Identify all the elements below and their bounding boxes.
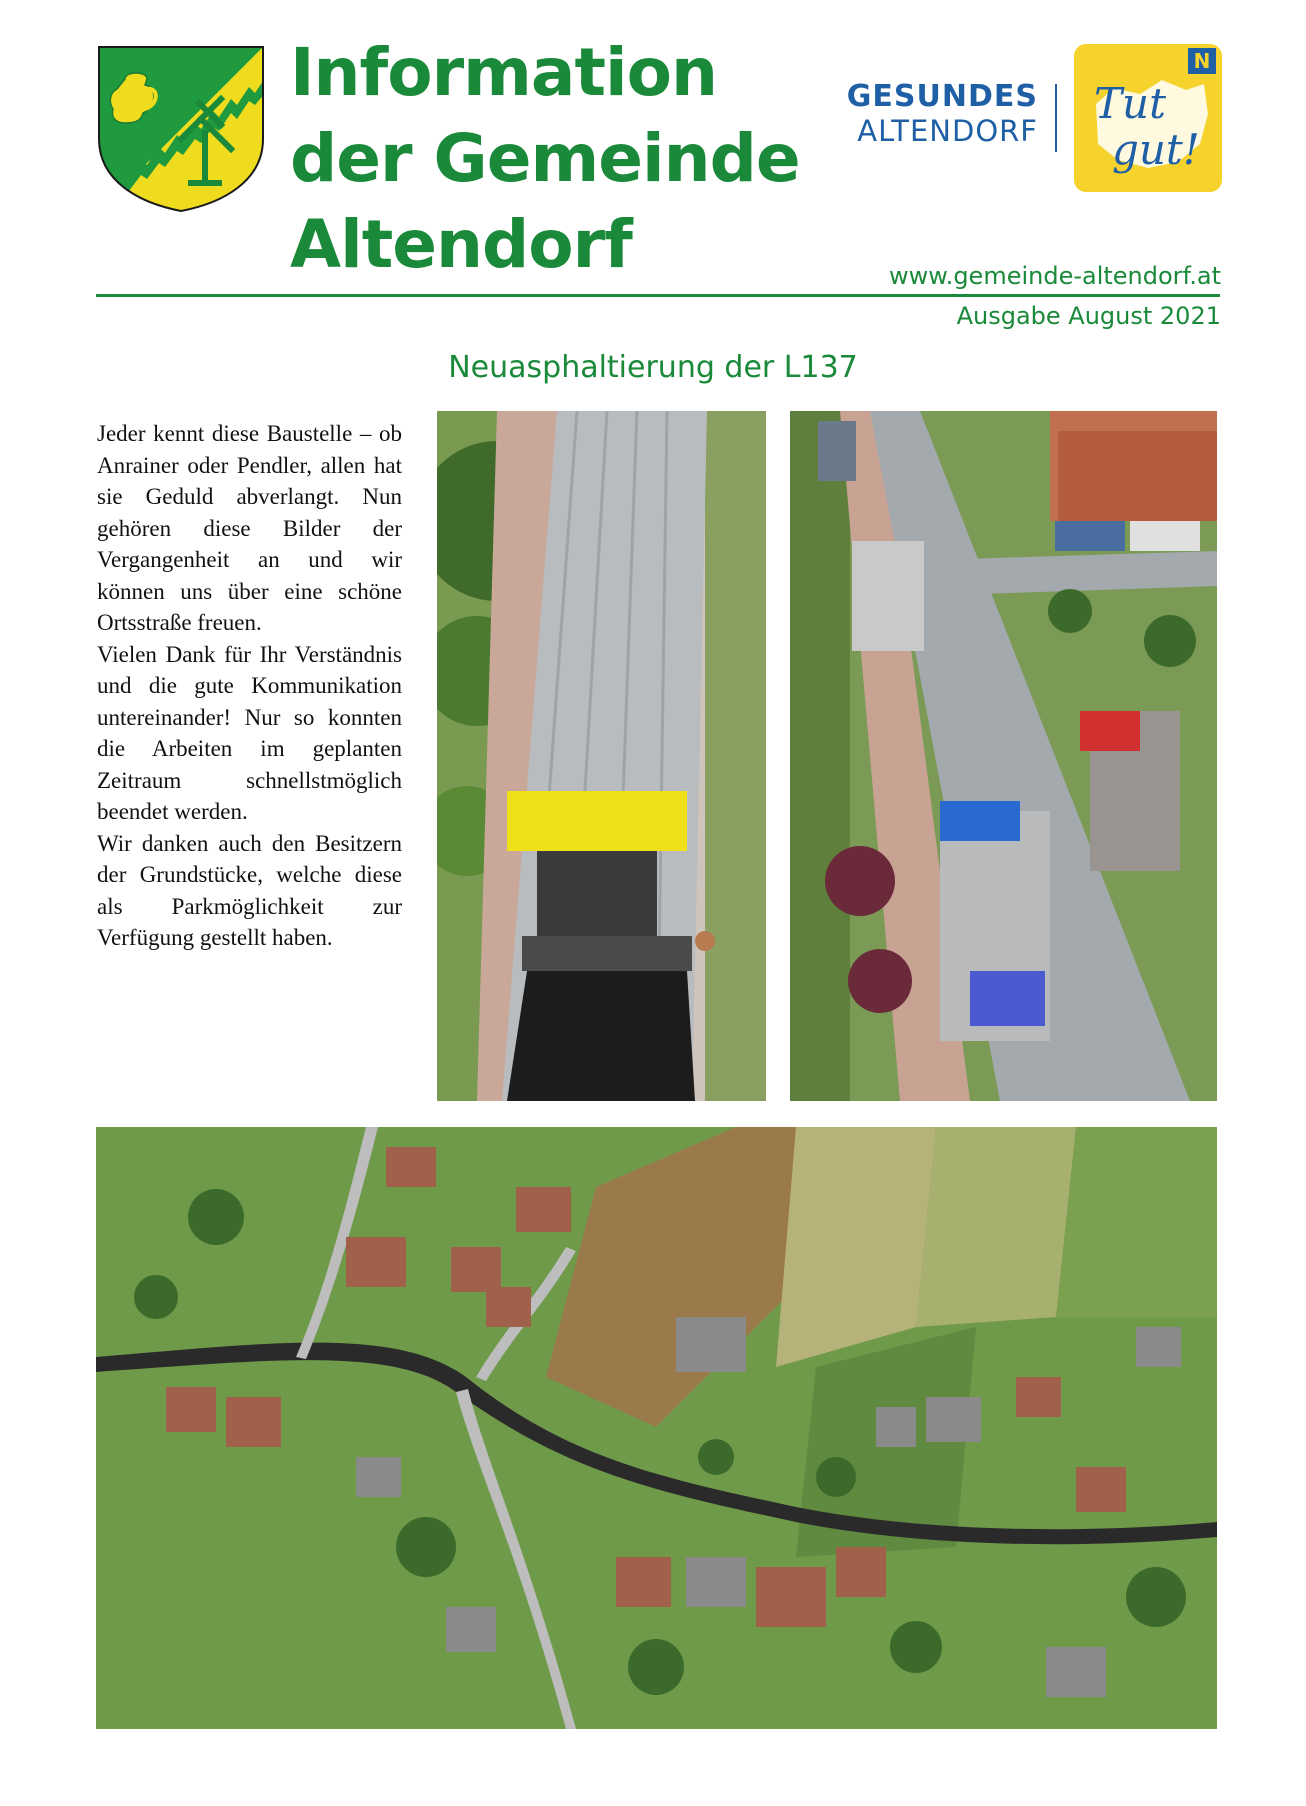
badge-line-1: Tut bbox=[1094, 79, 1166, 128]
coat-of-arms-icon bbox=[95, 43, 267, 215]
article-paragraph: Jeder kennt diese Baustelle – ob Anrainer oder Pendler, allen hat sie Geduld abverlangt. Nun gehören diese Bilder der Vergangenheit an und wir können uns über eine schöne Ortsstraße freuen. bbox=[97, 421, 402, 635]
tut-gut-badge-icon bbox=[1074, 44, 1222, 192]
badge-mark: N bbox=[1193, 49, 1211, 73]
logo-line-1: GESUNDES bbox=[846, 79, 1038, 114]
title-line-2: der Gemeinde bbox=[290, 120, 800, 197]
article-body bbox=[97, 418, 402, 954]
article-headline: Neuasphaltierung der L137 bbox=[448, 350, 858, 385]
photo-trucks-road bbox=[790, 411, 1217, 1101]
header-divider bbox=[96, 294, 1220, 297]
title-line-3: Altendorf bbox=[290, 206, 632, 283]
logo-divider bbox=[1055, 84, 1057, 152]
title-line-1: Information bbox=[290, 34, 717, 111]
page-title bbox=[290, 30, 800, 288]
logo-line-2: ALTENDORF bbox=[857, 114, 1038, 148]
photo-aerial-village bbox=[96, 1127, 1217, 1729]
article-paragraph: Vielen Dank für Ihr Verständnis und die gute Kommunikation untereinander! Nur so konnten die Arbeiten im geplanten Zeitraum schnellstmöglich beendet werden. bbox=[97, 641, 402, 824]
issue-label: Ausgabe August 2021 bbox=[956, 302, 1221, 330]
badge-line-2: gut! bbox=[1112, 125, 1200, 174]
photo-asphalt-paver bbox=[437, 411, 766, 1101]
gesundes-altendorf-logo bbox=[838, 80, 1038, 148]
article-paragraph: Wir danken auch den Besitzern der Grundstücke, welche diese als Parkmöglichkeit zur Verfügung gestellt haben. bbox=[97, 830, 402, 950]
website-link[interactable]: www.gemeinde-altendorf.at bbox=[889, 262, 1221, 290]
